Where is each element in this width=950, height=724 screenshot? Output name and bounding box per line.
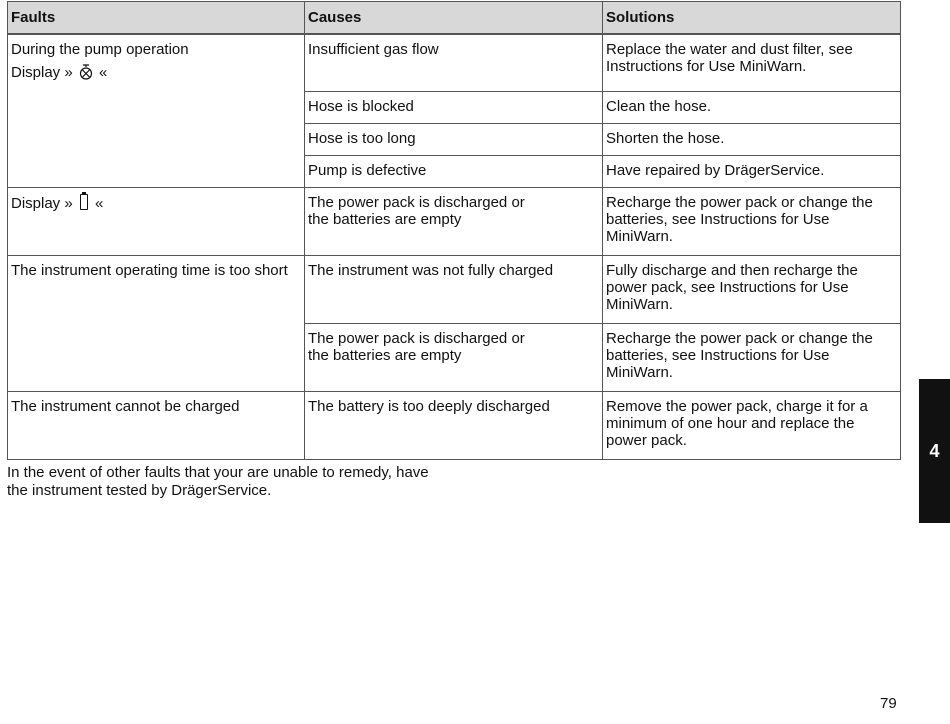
table-row (8, 392, 901, 460)
cause-cell: The power pack is discharged or the batteries are empty (305, 188, 603, 256)
footnote: In the event of other faults that your are unable to remedy, have the instrument tested by DrägerService. (7, 464, 429, 499)
solution-cell: Replace the water and dust filter, see Instructions for Use MiniWarn. (603, 34, 901, 92)
table-row (8, 188, 901, 256)
header-causes: Causes (305, 2, 603, 35)
fault-display-line: Display » « (11, 64, 301, 84)
fault-cell: Display » « (8, 188, 305, 256)
fault-cell: The instrument operating time is too short (8, 256, 305, 392)
fault-cell: The instrument cannot be charged (8, 392, 305, 460)
pump-fault-icon (79, 64, 93, 84)
table-row (8, 256, 901, 324)
header-faults: Faults (8, 2, 305, 35)
cause-cell: The instrument was not fully charged (305, 256, 603, 324)
faults-table (7, 1, 901, 460)
solution-cell: Remove the power pack, charge it for a minimum of one hour and replace the power pack. (603, 392, 901, 460)
cause-cell: The battery is too deeply discharged (305, 392, 603, 460)
solution-cell: Recharge the power pack or change the batteries, see Instructions for Use MiniWarn. (603, 188, 901, 256)
solution-cell: Have repaired by DrägerService. (603, 156, 901, 188)
header-solutions: Solutions (603, 2, 901, 35)
cause-cell: Hose is too long (305, 124, 603, 156)
solution-cell: Clean the hose. (603, 92, 901, 124)
chapter-tab: 4 (919, 379, 950, 523)
cause-cell: The power pack is discharged or the batteries are empty (305, 324, 603, 392)
solution-cell: Recharge the power pack or change the batteries, see Instructions for Use MiniWarn. (603, 324, 901, 392)
battery-icon (80, 194, 88, 210)
table-header-row (8, 2, 901, 35)
solution-cell: Shorten the hose. (603, 124, 901, 156)
page-number: 79 (880, 695, 897, 712)
cause-cell: Hose is blocked (305, 92, 603, 124)
cause-cell: Insufficient gas flow (305, 34, 603, 92)
fault-cell (8, 34, 305, 188)
cause-cell: Pump is defective (305, 156, 603, 188)
solution-cell: Fully discharge and then recharge the power pack, see Instructions for Use MiniWarn. (603, 256, 901, 324)
table-row (8, 34, 901, 92)
fault-text: During the pump operation (11, 41, 189, 58)
